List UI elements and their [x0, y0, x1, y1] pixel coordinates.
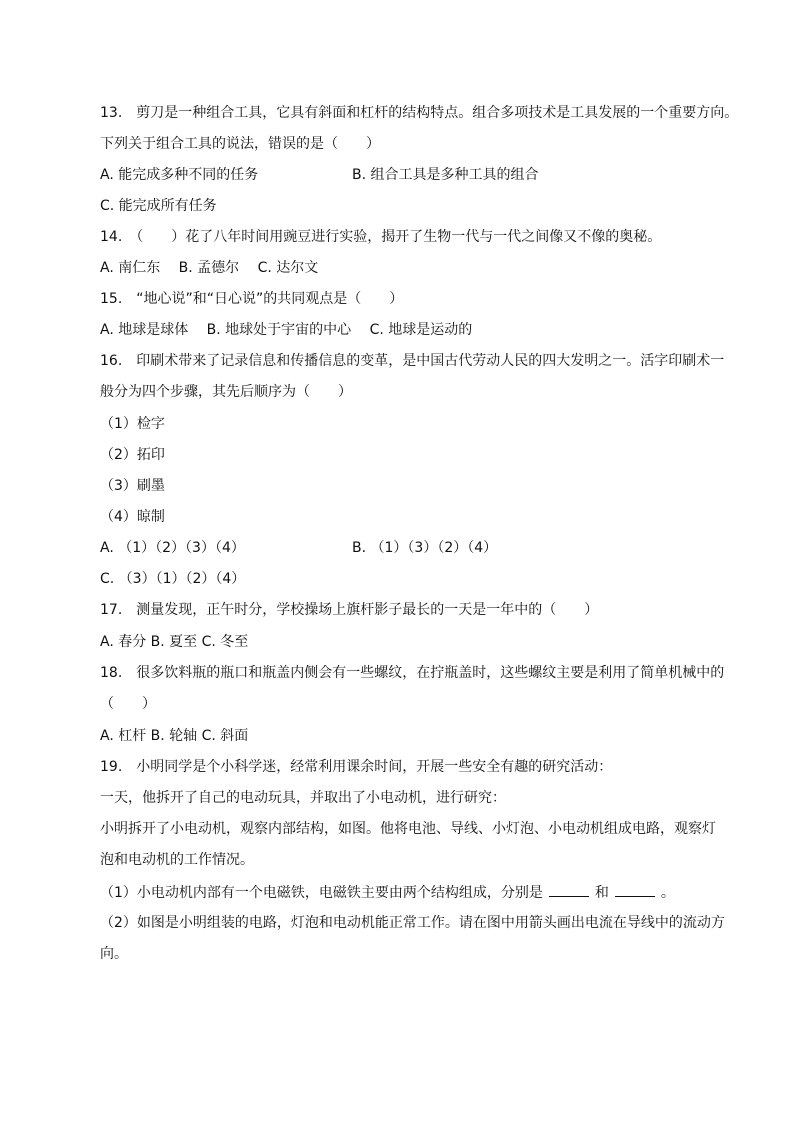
q19-intro-line1: 一天，他拆开了自己的电动玩具，并取出了小电动机，进行研究：: [100, 790, 506, 806]
q17-stem: 17. 测量发现，正午时分，学校操场上旗杆影子最长的一天是一年中的（ ）: [100, 602, 599, 618]
q13-option-c: C. 能完成所有任务: [100, 198, 217, 214]
q16-stem-line2: 般分为四个步骤，其先后顺序为（ ）: [100, 384, 352, 400]
q19-sub1-end: 。: [660, 885, 675, 901]
q19-sub1-mid: 和: [594, 885, 609, 901]
q16-step-3: （3）刷墨: [100, 478, 165, 494]
q17-options: A. 春分 B. 夏至 C. 冬至: [100, 634, 249, 650]
q14-stem: 14. （ ）花了八年时间用豌豆进行实验，揭开了生物一代与一代之间像又不像的奥秘。: [100, 229, 662, 245]
q16-step-2: （2）拓印: [100, 447, 165, 463]
q18-stem-line1: 18. 很多饮料瓶的瓶口和瓶盖内侧会有一些螺纹，在拧瓶盖时，这些螺纹主要是利用了简单机械中的: [100, 665, 725, 681]
answer-blank-1[interactable]: [549, 882, 589, 897]
q16-option-b: B. （1）（3）（2）（4）: [352, 540, 498, 556]
q19-stem: 19. 小明同学是个小科学迷，经常利用课余时间，开展一些安全有趣的研究活动：: [100, 759, 613, 775]
q13-stem-line1: 13. 剪刀是一种组合工具，它具有斜面和杠杆的结构特点。组合多项技术是工具发展的一个重要方向。: [100, 105, 739, 121]
q19-sub1: [100, 882, 675, 903]
q19-intro-line2: 小明拆开了小电动机，观察内部结构，如图。他将电池、导线、小灯泡、小电动机组成电路，观察灯: [100, 821, 716, 837]
q19-intro-line3: 泡和电动机的工作情况。: [100, 852, 254, 868]
q14-options: A. 南仁东 B. 孟德尔 C. 达尔文: [100, 260, 319, 276]
q16-stem-line1: 16. 印刷术带来了记录信息和传播信息的变革，是中国古代劳动人民的四大发明之一。活字印刷术一: [100, 353, 725, 369]
q13-option-b: B. 组合工具是多种工具的组合: [352, 167, 539, 183]
q16-step-1: （1）检字: [100, 416, 165, 432]
q19-sub2-line2: 向。: [100, 946, 128, 962]
q19-sub2-line1: （2）如图是小明组装的电路，灯泡和电动机能正常工作。请在图中用箭头画出电流在导线中的流动方: [100, 915, 725, 931]
answer-blank-2[interactable]: [615, 882, 655, 897]
q15-options: A. 地球是球体 B. 地球处于宇宙的中心 C. 地球是运动的: [100, 322, 473, 338]
q15-stem: 15. “地心说”和“日心说”的共同观点是（ ）: [100, 291, 404, 307]
q18-stem-line2: （ ）: [100, 696, 156, 712]
q16-step-4: （4）晾制: [100, 509, 165, 525]
q19-sub1-prefix: （1）小电动机内部有一个电磁铁，电磁铁主要由两个结构组成，分别是: [100, 885, 543, 901]
q13-option-a: A. 能完成多种不同的任务: [100, 167, 259, 183]
q16-option-a: A. （1）（2）（3）（4）: [100, 540, 245, 556]
q13-stem-line2: 下列关于组合工具的说法，错误的是（ ）: [100, 136, 380, 152]
q16-option-c: C. （3）（1）（2）（4）: [100, 571, 246, 587]
q18-options: A. 杠杆 B. 轮轴 C. 斜面: [100, 728, 249, 744]
